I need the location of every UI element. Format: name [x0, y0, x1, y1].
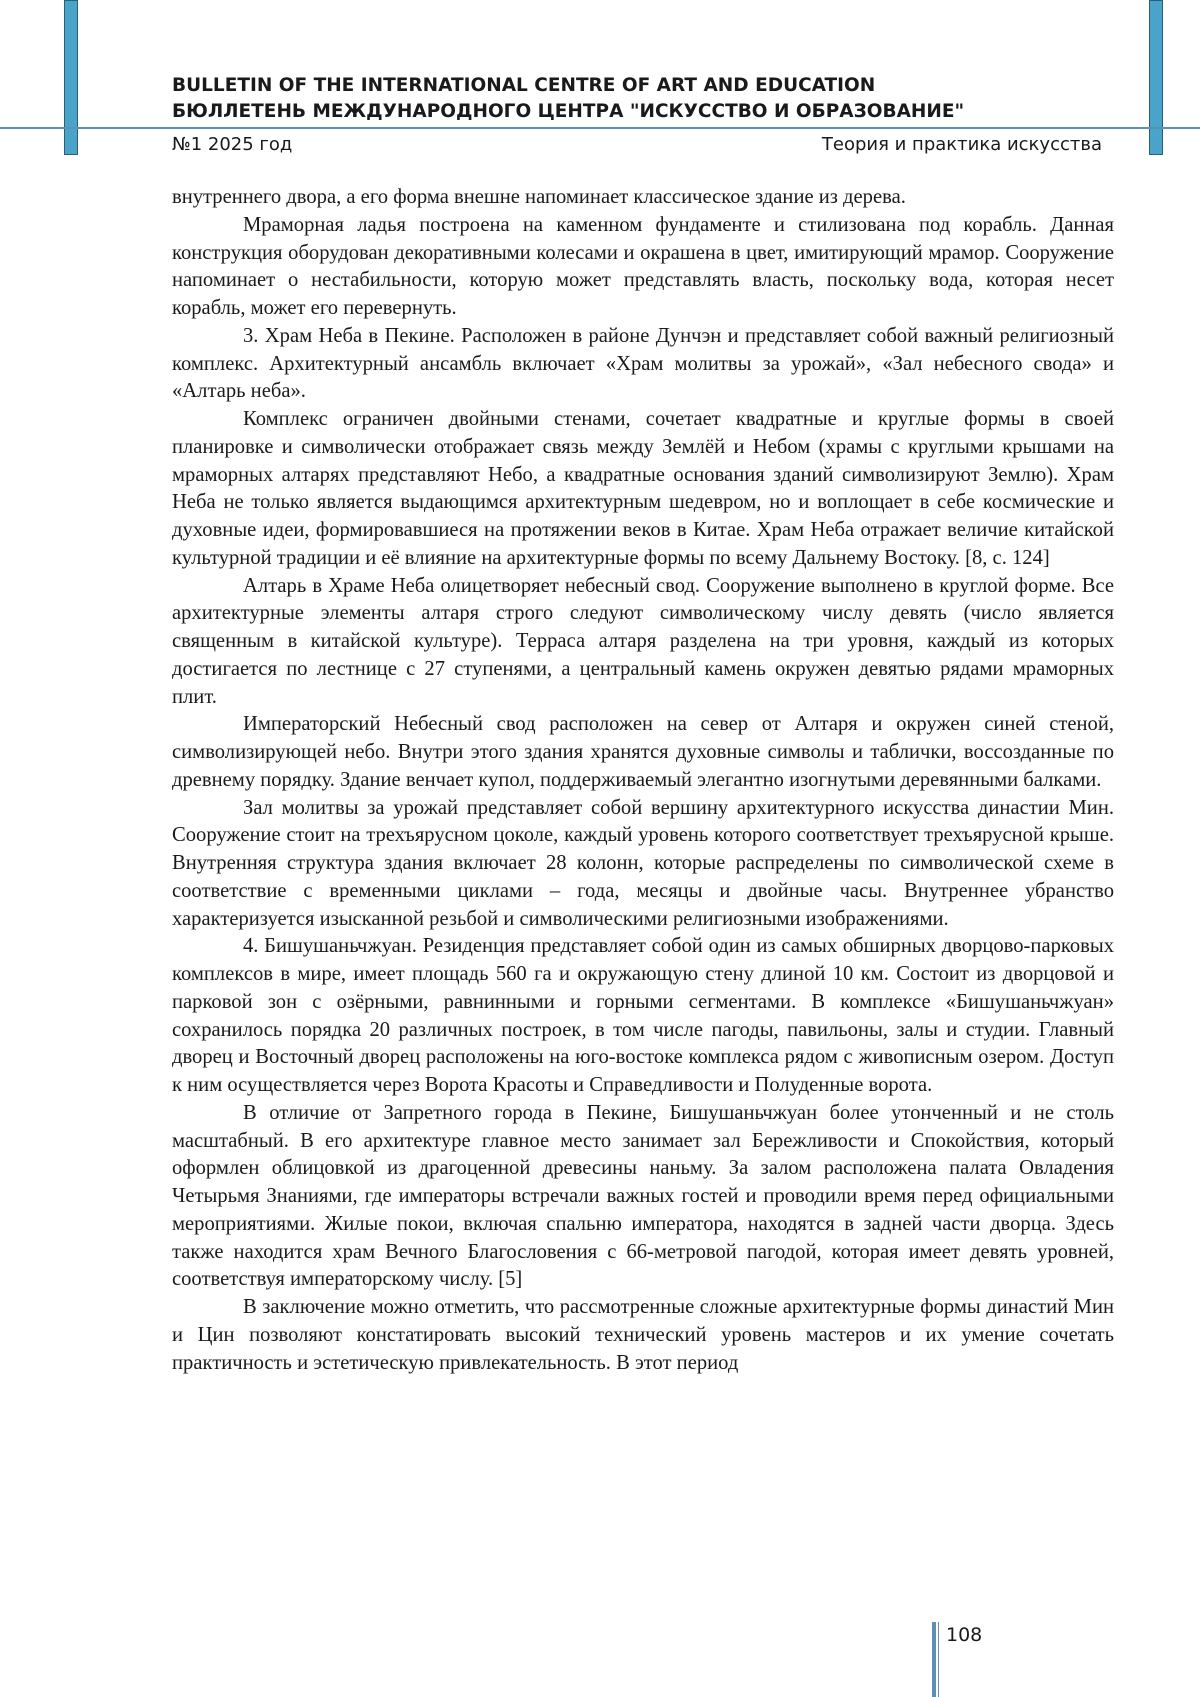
footer-decor-bar-thin — [938, 1622, 939, 1697]
journal-title-en: BULLETIN OF THE INTERNATIONAL CENTRE OF ART AND EDUCATION — [172, 75, 876, 96]
footer-decor-bar — [932, 1622, 936, 1697]
paragraph: Мраморная ладья построена на каменном фундаменте и стилизована под корабль. Данная конструкция оборудован декоративными колесами и окрашена в цвет, имитирующий мрамор. Сооружение напоминает о нестабильности, которую может представлять власть, поскольку вода, которая несет корабль, может его перевернуть. — [172, 213, 1114, 319]
paragraph: внутреннего двора, а его форма внешне напоминает классическое здание из дерева. — [172, 186, 906, 208]
paragraph: 4. Бишушаньчжуан. Резиденция представляет собой один из самых обширных дворцово-парковых комплексов в мире, имеет площадь 560 га и окружающую стену длиной 10 км. Состоит из дворцовой и парковой зон с озёрными, равнинными и горными сегментами. В комплексе «Бишушаньчжуан» сохранилось порядка 20 различных построек, в том числе пагоды, павильоны, залы и студии. Главный дворец и Восточный дворец расположены на юго-востоке комплекса рядом с живописным озером. Доступ к ним осуществляется через Ворота Красоты и Справедливости и Полуденные ворота. — [172, 935, 1114, 1096]
section-title: Теория и практика искусства — [821, 134, 1102, 155]
header-decor-bar-left — [64, 0, 78, 155]
header-rule — [0, 127, 1200, 129]
paragraph: В заключение можно отметить, что рассмотренные сложные архитектурные формы династий Мин и Цин позволяют констатировать высокий технический уровень мастеров и их умение сочетать практичность и эстетическую привлекательность. В этот период — [172, 1296, 1114, 1374]
page-number: 108 — [946, 1624, 983, 1646]
paragraph: Зал молитвы за урожай представляет собой вершину архитектурного искусства династии Мин. Сооружение стоит на трехъярусном цоколе, каждый уровень которого соответствует трехъярусной крыше. Внутренняя структура здания включает 28 колонн, которые распределены по символической схеме в соответствие с временными циклами – года, месяцы и двойные часы. Внутреннее убранство характеризуется изысканной резьбой и символическими религиозными изображениями. — [172, 796, 1114, 930]
article-body — [172, 184, 1114, 1377]
issue-number: №1 2025 год — [172, 134, 293, 155]
journal-title — [172, 73, 1152, 125]
journal-title-ru: БЮЛЛЕТЕНЬ МЕЖДУНАРОДНОГО ЦЕНТРА "ИСКУССТВО И ОБРАЗОВАНИЕ" — [172, 101, 965, 122]
paragraph: Императорский Небесный свод расположен на север от Алтаря и окружен синей стеной, символизирующей небо. Внутри этого здания хранятся духовные символы и таблички, воссозданные по древнему порядку. Здание венчает купол, поддерживаемый элегантно изогнутыми деревянными балками. — [172, 713, 1114, 791]
paragraph: В отличие от Запретного города в Пекине, Бишушаньчжуан более утонченный и не столь масштабный. В его архитектуре главное место занимает зал Бережливости и Спокойствия, который оформлен облицовкой из драгоценной древесины наньму. За залом расположена палата Овладения Четырьмя Знаниями, где императоры встречали важных гостей и проводили время перед официальными мероприятиями. Жилые покои, включая спальню императора, находятся в задней части дворца. Здесь также находится храм Вечного Благословения с 66-метровой пагодой, которая имеет девять уровней, соответствуя императорскому числу. [5] — [172, 1101, 1114, 1291]
paragraph: 3. Храм Неба в Пекине. Расположен в районе Дунчэн и представляет собой важный религиозный комплекс. Архитектурный ансамбль включает «Храм молитвы за урожай», «Зал небесного свода» и «Алтарь неба». — [172, 324, 1114, 403]
paragraph: Комплекс ограничен двойными стенами, сочетает квадратные и круглые формы в своей планировке и символически отображает связь между Землёй и Небом (храмы с круглыми крышами на мраморных алтарях представляют Небо, а квадратные основания зданий символизируют Землю). Храм Неба не только является выдающимся архитектурным шедевром, но и воплощает в себе космические и духовные идеи, формировавшиеся на протяжении веков в Китае. Храм Неба отражает величие китайской культурной традиции и её влияние на архитектурные формы по всему Дальнему Востоку. [8, с. 124] — [172, 408, 1114, 569]
paragraph: Алтарь в Храме Неба олицетворяет небесный свод. Сооружение выполнено в круглой форме. Все архитектурные элементы алтаря строго следуют символическому числу девять (число является священным в китайской культуре). Терраса алтаря разделена на три уровня, каждый из которых достигается по лестнице с 27 ступенями, а центральный камень окружен девятью рядами мраморных плит. — [172, 574, 1114, 708]
